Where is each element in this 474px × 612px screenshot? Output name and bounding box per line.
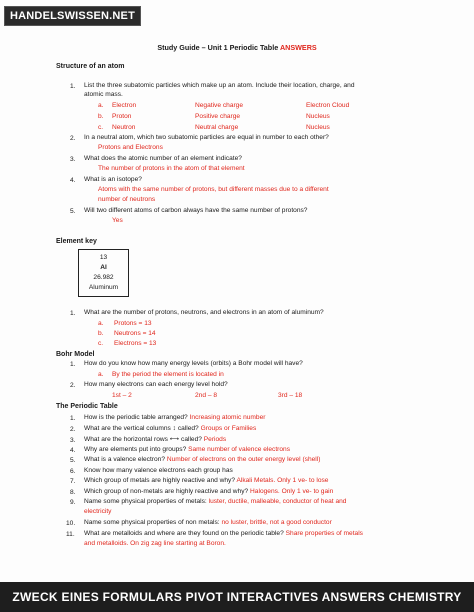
question-number: 3. — [70, 437, 76, 444]
title-answers: ANSWERS — [279, 43, 317, 52]
answer-text: and metalloids. On zig zag line starting at Boron. — [84, 540, 226, 547]
list-item — [84, 519, 332, 527]
answer-text: Periods — [203, 436, 227, 443]
answer-text: Protons = 13 — [114, 320, 152, 327]
question-number: 2. — [70, 382, 76, 389]
question-text: How do you know how many energy levels (orbits) a Bohr model will have? — [84, 360, 303, 367]
answer-text: Yes — [112, 217, 123, 224]
table-cell: c. — [98, 124, 104, 131]
question-text: Know how many valence electrons each group has — [84, 467, 233, 474]
list-item — [84, 488, 333, 496]
question-text: What are the vertical columns ↕ called? — [84, 425, 199, 432]
list-item — [84, 467, 233, 475]
question-number: 5. — [70, 457, 76, 464]
question-number: 1. — [70, 415, 76, 422]
answer-text: luster, ductile, malleable, conductor of heat and — [208, 498, 347, 505]
answer-text: Share properties of metals — [285, 530, 363, 537]
element-symbol: Al — [100, 264, 107, 271]
question-text: What is an isotope? — [84, 176, 142, 183]
list-item — [84, 446, 290, 454]
energy-level: 2nd – 8 — [195, 392, 217, 399]
table-cell: Proton — [112, 113, 132, 120]
list-item — [84, 530, 363, 538]
question-number: 10. — [66, 520, 76, 527]
question-text: Name some physical properties of metals: — [84, 498, 207, 505]
question-text: Why are elements put into groups? — [84, 446, 187, 453]
question-number: 1. — [70, 310, 76, 317]
table-cell: Neutron — [112, 124, 136, 131]
question-text: In a neutral atom, which two subatomic particles are equal in number to each other? — [84, 134, 329, 141]
answer-text: By the period the element is located in — [112, 371, 224, 378]
answer-text: Number of electrons on the outer energy level (shell) — [166, 456, 321, 463]
bottom-banner: ZWECK EINES FORMULARS PIVOT INTERACTIVES ANSWERS CHEMISTRY — [0, 582, 474, 612]
table-cell: Nucleus — [306, 124, 330, 131]
list-item — [84, 540, 226, 548]
question-number: 1. — [70, 83, 76, 90]
table-cell: Electron — [112, 102, 137, 109]
answer-label: c. — [98, 340, 104, 347]
list-item — [84, 456, 320, 464]
answer-text: The number of protons in the atom of that element — [98, 165, 245, 172]
table-cell: Positive charge — [195, 113, 241, 120]
energy-level: 1st – 2 — [112, 392, 132, 399]
question-number: 7. — [70, 478, 76, 485]
list-item — [84, 436, 226, 444]
table-cell: b. — [98, 113, 104, 120]
question-text: Which group of non-metals are highly reactive and why? — [84, 488, 249, 495]
atomic-mass: 26.982 — [93, 274, 114, 281]
table-cell: Electron Cloud — [306, 102, 350, 109]
list-item — [84, 414, 265, 422]
answer-text: Halogens. Only 1 ve- to gain — [250, 488, 334, 495]
question-number: 9. — [70, 499, 76, 506]
question-number: 4. — [70, 177, 76, 184]
section-heading-periodic: The Periodic Table — [56, 403, 118, 410]
question-text: What is a valence electron? — [84, 456, 165, 463]
list-item — [84, 425, 256, 433]
question-number: 2. — [70, 426, 76, 433]
site-logo[interactable]: HANDELSWISSEN.NET — [4, 6, 141, 26]
answer-text: Neutrons = 14 — [114, 330, 156, 337]
table-cell: Neutral charge — [195, 124, 239, 131]
element-name: Aluminum — [88, 284, 119, 291]
page-title — [0, 43, 474, 52]
answer-label: a. — [98, 320, 104, 327]
answer-label: b. — [98, 330, 104, 337]
answer-text: Increasing atomic number — [189, 414, 266, 421]
table-cell: Negative charge — [195, 102, 244, 109]
answer-text: Same number of valence electrons — [188, 446, 291, 453]
list-item — [84, 498, 346, 506]
question-text: How many electrons can each energy level hold? — [84, 381, 228, 388]
question-text: Will two different atoms of carbon always have the same number of protons? — [84, 207, 308, 214]
energy-level: 3rd – 18 — [278, 392, 303, 399]
list-item — [84, 477, 328, 485]
question-number: 11. — [66, 531, 75, 538]
question-number: 4. — [70, 447, 76, 454]
title-text: Study Guide – Unit 1 Periodic Table — [157, 43, 279, 52]
question-number: 2. — [70, 135, 76, 142]
atomic-number: 13 — [99, 254, 108, 261]
section-heading-bohr: Bohr Model — [56, 351, 95, 358]
question-text: What are metalloids and where are they found on the periodic table? — [84, 530, 284, 537]
answer-text: no luster, brittle, not a good conductor — [221, 519, 332, 526]
question-text: What are the horizontal rows ⟷ called? — [84, 436, 202, 443]
list-item — [84, 508, 111, 516]
question-text: Which group of metals are highly reactive and why? — [84, 477, 235, 484]
question-text: What are the number of protons, neutrons, and electrons in an atom of aluminum? — [84, 309, 324, 316]
table-cell: Nucleus — [306, 113, 330, 120]
question-number: 6. — [70, 468, 76, 475]
answer-text: Electrons = 13 — [114, 340, 157, 347]
answer-text: Protons and Electrons — [98, 144, 163, 151]
question-text: What does the atomic number of an element indicate? — [84, 155, 242, 162]
question-text: How is the periodic table arranged? — [84, 414, 188, 421]
section-heading-atom: Structure of an atom — [56, 63, 125, 70]
answer-text: electricity — [84, 508, 112, 515]
question-number: 1. — [70, 361, 76, 368]
section-heading-element-key: Element key — [56, 238, 97, 245]
question-number: 3. — [70, 156, 76, 163]
question-number: 8. — [70, 489, 76, 496]
answer-label: a. — [98, 371, 104, 378]
question-text: List the three subatomic particles which make up an atom. Include their location, charge, and — [84, 82, 355, 89]
answer-text: Atoms with the same number of protons, but different masses due to a different — [98, 186, 329, 193]
answer-text: number of neutrons — [98, 196, 156, 203]
answer-text: Alkali Metals. Only 1 ve- to lose — [236, 477, 329, 484]
answer-text: Groups or Families — [200, 425, 257, 432]
question-text: Name some physical properties of non metals: — [84, 519, 220, 526]
table-cell: a. — [98, 102, 104, 109]
question-text: atomic mass. — [84, 91, 123, 98]
question-number: 5. — [70, 208, 76, 215]
element-key-box — [78, 249, 129, 297]
